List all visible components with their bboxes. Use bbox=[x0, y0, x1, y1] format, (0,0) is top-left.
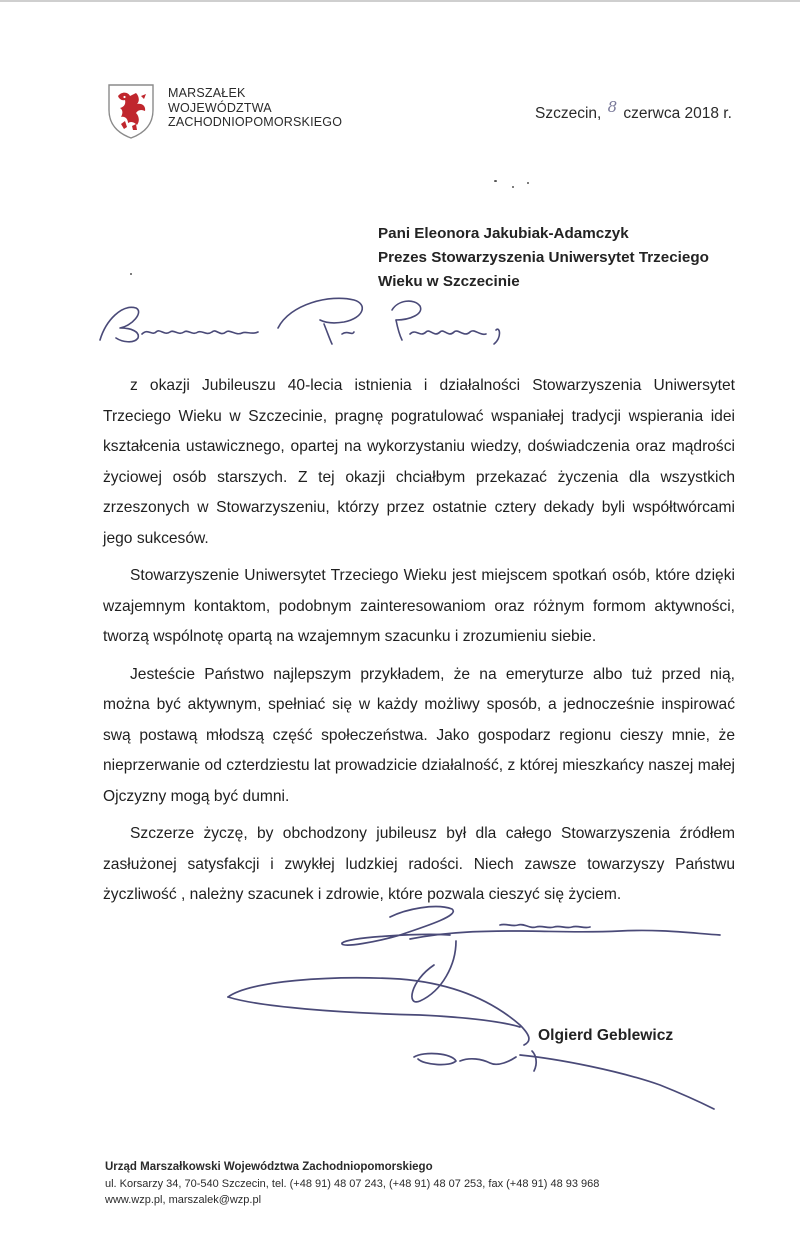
recipient-title: Prezes Stowarzyszenia Uniwersytet Trzeciego bbox=[378, 249, 709, 266]
issuer-line-1: MARSZAŁEK bbox=[168, 86, 246, 100]
footer-address: ul. Korsarzy 34, 70-540 Szczecin, tel. (+48 91) 48 07 243, (+48 91) 48 07 253, fax (+48 91) 48 93 968 bbox=[105, 1178, 600, 1190]
handwritten-salutation bbox=[92, 282, 542, 362]
scan-speck bbox=[512, 186, 514, 188]
date-line bbox=[535, 98, 732, 123]
letter-body bbox=[103, 371, 735, 918]
scan-speck bbox=[130, 273, 132, 275]
letterhead-footer bbox=[105, 1158, 599, 1208]
body-paragraph-4: Szczerze życzę, by obchodzony jubileusz był dla całego Stowarzyszenia źródłem zasłużonej satysfakcji i zwykłej ludzkiej radości. Niech zawsze towarzyszy Państwu życzliwość , należny szacunek i zdrowie, które pozwala cieszyć się życiem. bbox=[103, 825, 735, 903]
body-paragraph-1: z okazji Jubileuszu 40-lecia istnienia i działalności Stowarzyszenia Uniwersytet Trzeciego Wieku w Szczecinie, pragnę pogratulować wspaniałej tradycji wspierania idei kształcenia ustawicznego, opartej na wykorzystaniu wiedzy, doświadczenia oraz mądrości życiowej osób starszych. Z tej okazji chciałbym przekazać życzenia dla wszystkich zrzeszonych w Stowarzyszeniu, którzy przez ostatnie cztery dekady byli współtwórcami jego sukcesów. bbox=[103, 377, 735, 547]
recipient-name: Pani Eleonora Jakubiak-Adamczyk bbox=[378, 225, 629, 242]
issuer-block bbox=[168, 86, 342, 130]
date-place: Szczecin, bbox=[535, 105, 602, 122]
signer-name: Olgierd Geblewicz bbox=[538, 1027, 674, 1044]
scan-speck bbox=[494, 180, 497, 182]
scan-edge bbox=[0, 0, 800, 2]
recipient-title-cont: Wieku w Szczecinie bbox=[378, 273, 520, 290]
issuer-line-2: WOJEWÓDZTWA bbox=[168, 100, 272, 115]
griffin-coat-of-arms-icon bbox=[106, 82, 156, 140]
issuer-line-3: ZACHODNIOPOMORSKIEGO bbox=[168, 115, 343, 129]
body-paragraph-2: Stowarzyszenie Uniwersytet Trzeciego Wieku jest miejscem spotkań osób, które dzięki wzajemnym kontaktom, podobnym zainteresowaniom oraz różnym formom aktywności, tworzą wspólnotę opartą na wzajemnym szacunku i zrozumieniu siebie. bbox=[103, 567, 735, 645]
date-day-handwritten: 8 bbox=[607, 98, 618, 116]
footer-org-name: Urząd Marszałkowski Województwa Zachodniopomorskiego bbox=[105, 1161, 433, 1173]
handwritten-signature bbox=[220, 895, 740, 1120]
date-month-year: czerwca 2018 r. bbox=[623, 105, 732, 122]
scan-speck bbox=[527, 182, 529, 184]
footer-web-email: www.wzp.pl, marszalek@wzp.pl bbox=[105, 1194, 262, 1206]
body-paragraph-3: Jesteście Państwo najlepszym przykładem, że na emeryturze albo tuż przed nią, można być aktywnym, spełniać się w każdy możliwy sposób, a jednocześnie inspirować swą postawą młodszą część społeczeństwa. Jako gospodarz regionu cieszy mnie, że nieprzerwanie od czterdziestu lat prowadzicie działalność, z której mieszkańcy naszej małej Ojczyzny mogą być dumni. bbox=[103, 665, 735, 805]
